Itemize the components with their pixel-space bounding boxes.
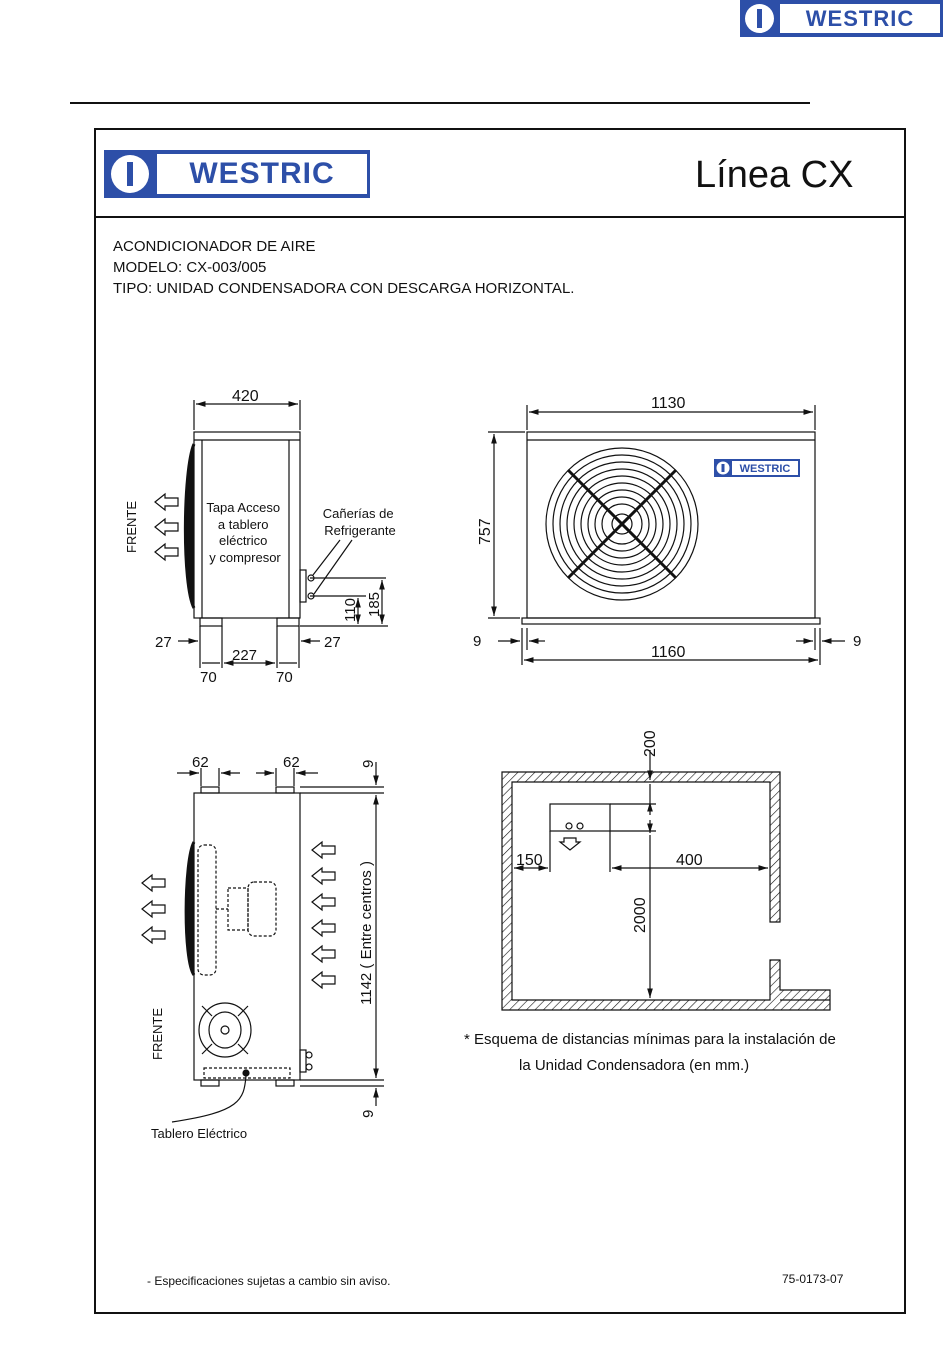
- front-dim-9-left: 9: [473, 633, 482, 650]
- clearance-dim-200: 200: [642, 730, 659, 757]
- top-label-front: FRENTE: [150, 1008, 165, 1060]
- top-label-panel: Tablero Eléctrico: [151, 1126, 248, 1141]
- side-dim-110: 110: [342, 598, 359, 622]
- page-title: Línea CX: [695, 154, 854, 196]
- unit-badge-text: WESTRIC: [739, 463, 791, 475]
- front-view: [488, 405, 845, 665]
- top-dim-length: 1142 ( Entre centros ): [358, 861, 375, 1005]
- clearance-dim-2000: 2000: [632, 897, 649, 933]
- top-view: [142, 759, 384, 1122]
- logo-wordmark: WESTRIC: [779, 3, 941, 34]
- front-dim-height: 757: [477, 518, 494, 545]
- side-dim-width: 420: [232, 388, 259, 405]
- front-dim-9-right: 9: [853, 633, 862, 650]
- side-dim-70-left: 70: [200, 669, 217, 686]
- side-label-access: Tapa Acceso a tablero eléctrico y compresor: [206, 500, 281, 565]
- clearance-note-line-1: * Esquema de distancias mínimas para la instalación de: [464, 1031, 836, 1048]
- side-dim-27-left: 27: [155, 634, 172, 651]
- footer-disclaimer: - Especificaciones sujetas a cambio sin aviso.: [147, 1274, 391, 1288]
- footer-code: 75-0173-07: [782, 1272, 844, 1286]
- top-dim-9-bottom: 9: [360, 1109, 377, 1118]
- clearance-dim-400: 400: [676, 852, 703, 869]
- side-dim-27-right: 27: [324, 634, 341, 651]
- side-label-front: FRENTE: [124, 501, 139, 553]
- description-line-1: ACONDICIONADOR DE AIRE: [113, 238, 316, 255]
- top-dim-62-right: 62: [283, 754, 300, 771]
- top-dim-9-top: 9: [360, 759, 377, 768]
- side-dim-185: 185: [366, 591, 383, 617]
- front-dim-bottom: 1160: [651, 644, 686, 661]
- side-dim-70-right: 70: [276, 669, 293, 686]
- clearance-note-line-2: la Unidad Condensadora (en mm.): [519, 1057, 750, 1074]
- front-dim-top: 1130: [651, 395, 686, 412]
- side-label-pipes: Cañerías de Refrigerante: [322, 506, 396, 538]
- header-logo-wordmark: WESTRIC: [157, 154, 367, 194]
- top-dim-62-left: 62: [192, 754, 209, 771]
- clearance-dim-150: 150: [516, 852, 543, 869]
- clearance-schema: [502, 750, 830, 1010]
- description-line-2: MODELO: CX-003/005: [113, 259, 267, 276]
- unit-badge: [714, 459, 800, 477]
- description-line-3: TIPO: UNIDAD CONDENSADORA CON DESCARGA HORIZONTAL.: [113, 280, 575, 297]
- side-dim-227: 227: [232, 647, 258, 664]
